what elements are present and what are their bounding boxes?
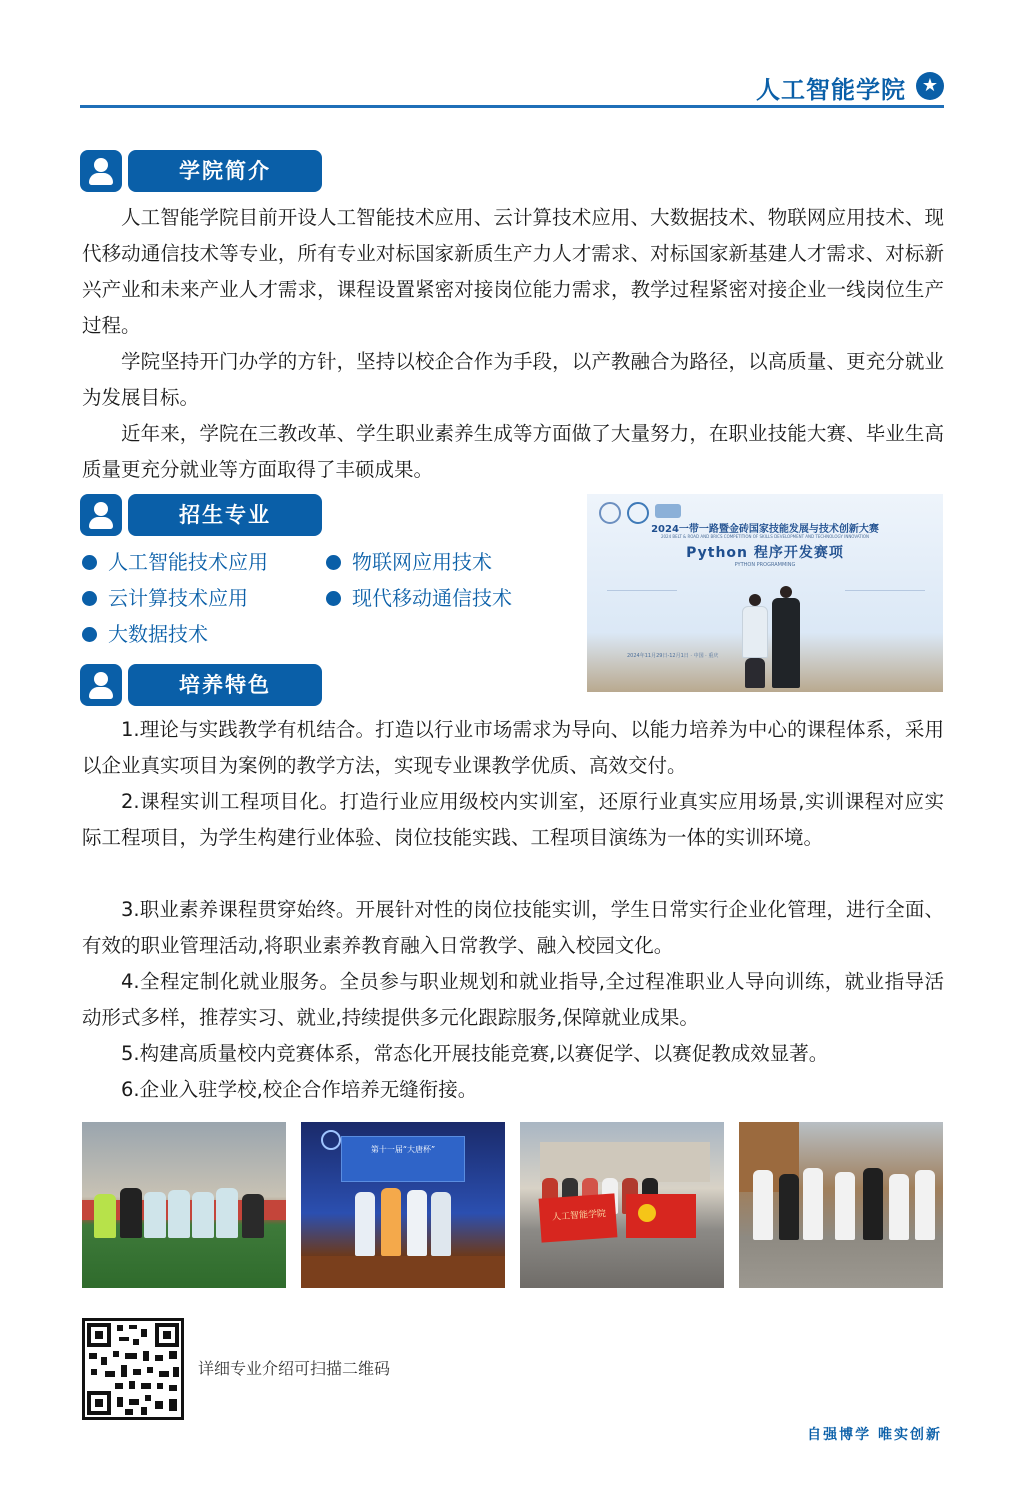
sponsor-text-block xyxy=(845,590,925,630)
player-figure xyxy=(803,1168,823,1240)
sponsor-text-block xyxy=(607,590,677,630)
student-head xyxy=(749,594,761,606)
student-figure xyxy=(742,606,768,658)
player-figure xyxy=(144,1192,166,1238)
stage-floor xyxy=(301,1256,505,1288)
event-subtitle: PYTHON PROGRAMMING xyxy=(734,562,796,568)
page-header xyxy=(80,60,944,108)
stage-screen xyxy=(341,1136,465,1182)
student-figure xyxy=(355,1192,375,1256)
banner-title: 2024一带一路暨金砖国家技能发展与技术创新大赛 xyxy=(651,524,879,535)
player-figure xyxy=(753,1170,773,1240)
intro-paragraph: 人工智能学院目前开设人工智能技术应用、云计算技术应用、大数据技术、物联网应用技术、现代移动通信技术等专业，所有专业对标国家新质生产力人才需求、对标国家新基建人才需求、对标新兴产业和未来产业人才需求，课程设置紧密对接岗位能力需求，教学过程紧密对接企业一线岗位生产过程。 xyxy=(82,206,944,337)
section-heading-features xyxy=(80,664,324,708)
student-figure xyxy=(431,1192,451,1256)
person-icon xyxy=(80,494,122,536)
competition-photo xyxy=(587,494,943,692)
feature-item: 2.课程实训工程项目化。打造行业应用级校内实训室，还原行业真实应用场景,实训课程对应实际工程项目，为学生构建行业体验、岗位技能实践、工程项目演练为一体的实训环境。 xyxy=(82,790,944,849)
player-figure xyxy=(863,1168,883,1240)
qr-code[interactable] xyxy=(82,1318,184,1420)
league-flag xyxy=(626,1194,696,1238)
major-item: 云计算技术应用 xyxy=(80,582,248,614)
building xyxy=(540,1142,710,1182)
qr-caption: 详细专业介绍可扫描二维码 xyxy=(198,1359,391,1378)
person-icon xyxy=(80,150,122,192)
qr-pattern xyxy=(85,1321,181,1417)
player-figure xyxy=(915,1170,935,1240)
sponsor-logo xyxy=(655,504,681,518)
student-head xyxy=(780,586,792,598)
student-figure xyxy=(407,1190,427,1256)
student-figure xyxy=(772,598,800,688)
intro-paragraph: 近年来，学院在三教改革、学生职业素养生成等方面做了大量努力，在职业技能大赛、毕业生高质量更充分就业等方面取得了丰硕成果。 xyxy=(82,422,944,481)
major-item: 人工智能技术应用 xyxy=(80,546,268,578)
player-figure xyxy=(889,1174,909,1240)
section-label: 招生专业 xyxy=(128,494,322,536)
section-label: 学院简介 xyxy=(128,150,322,192)
star-icon: ★ xyxy=(916,72,944,100)
banner-subtitle: 2024 BELT & ROAD AND BRICS COMPETITION OF SKILLS DEVELOPMENT AND TECHNOLOGY INNOVATION xyxy=(660,534,870,539)
majors-list xyxy=(80,546,580,656)
feature-item: 4.全程定制化就业服务。全员参与职业规划和就业指导,全过程准职业人导向训练，就业指导活动形式多样，推荐实习、就业,持续提供多元化跟踪服务,保障就业成果。 xyxy=(82,970,944,1029)
basketball-team-photo xyxy=(739,1122,943,1288)
player-figure xyxy=(168,1190,190,1238)
footer-motto: 自强博学 唯实创新 xyxy=(807,1427,942,1443)
event-title: Python 程序开发赛项 xyxy=(686,545,844,561)
player-figure xyxy=(192,1192,214,1238)
major-item: 物联网应用技术 xyxy=(324,546,492,578)
player-figure xyxy=(94,1194,116,1238)
student-figure xyxy=(381,1188,401,1256)
event-date: 2024年11月29日-12月1日 · 中国 · 重庆 xyxy=(627,653,719,659)
major-item: 大数据技术 xyxy=(80,618,208,650)
feature-item: 1.理论与实践教学有机结合。打造以行业市场需求为导向、以能力培养为中心的课程体系，采用以企业真实项目为案例的教学方法，实现专业课教学优质、高效交付。 xyxy=(82,718,944,777)
player-figure xyxy=(242,1194,264,1238)
banner-text: 人工智能学院 xyxy=(551,1209,607,1223)
section-label: 培养特色 xyxy=(128,664,322,706)
header-divider xyxy=(80,105,944,108)
football-team-photo xyxy=(82,1122,286,1288)
section-heading-intro xyxy=(80,150,324,194)
event-logo xyxy=(321,1130,341,1150)
group-photo xyxy=(520,1122,724,1288)
college-title: 人工智能学院 xyxy=(756,76,906,104)
player-figure xyxy=(779,1174,799,1240)
intro-paragraph: 学院坚持开门办学的方针，坚持以校企合作为手段，以产教融合为路径，以高质量、更充分就业为发展目标。 xyxy=(82,350,944,409)
person-icon xyxy=(80,664,122,706)
feature-item: 3.职业素养课程贯穿始终。开展针对性的岗位技能实训，学生日常实行企业化管理，进行全面、有效的职业管理活动,将职业素养教育融入日常教学、融入校园文化。 xyxy=(82,898,944,957)
player-figure xyxy=(120,1188,142,1238)
section-heading-majors xyxy=(80,494,324,538)
feature-item: 5.构建高质量校内竞赛体系，常态化开展技能竞赛,以赛促学、以赛促教成效显著。 xyxy=(121,1042,829,1065)
player-figure xyxy=(216,1188,238,1238)
feature-item: 6.企业入驻学校,校企合作培养无缝衔接。 xyxy=(121,1078,478,1101)
player-figure xyxy=(835,1172,855,1240)
league-emblem xyxy=(638,1204,656,1222)
stage-banner-text: 第十一届“大唐杯” xyxy=(370,1145,436,1154)
award-stage-photo xyxy=(301,1122,505,1288)
student-legs xyxy=(745,658,765,688)
major-item: 现代移动通信技术 xyxy=(324,582,512,614)
